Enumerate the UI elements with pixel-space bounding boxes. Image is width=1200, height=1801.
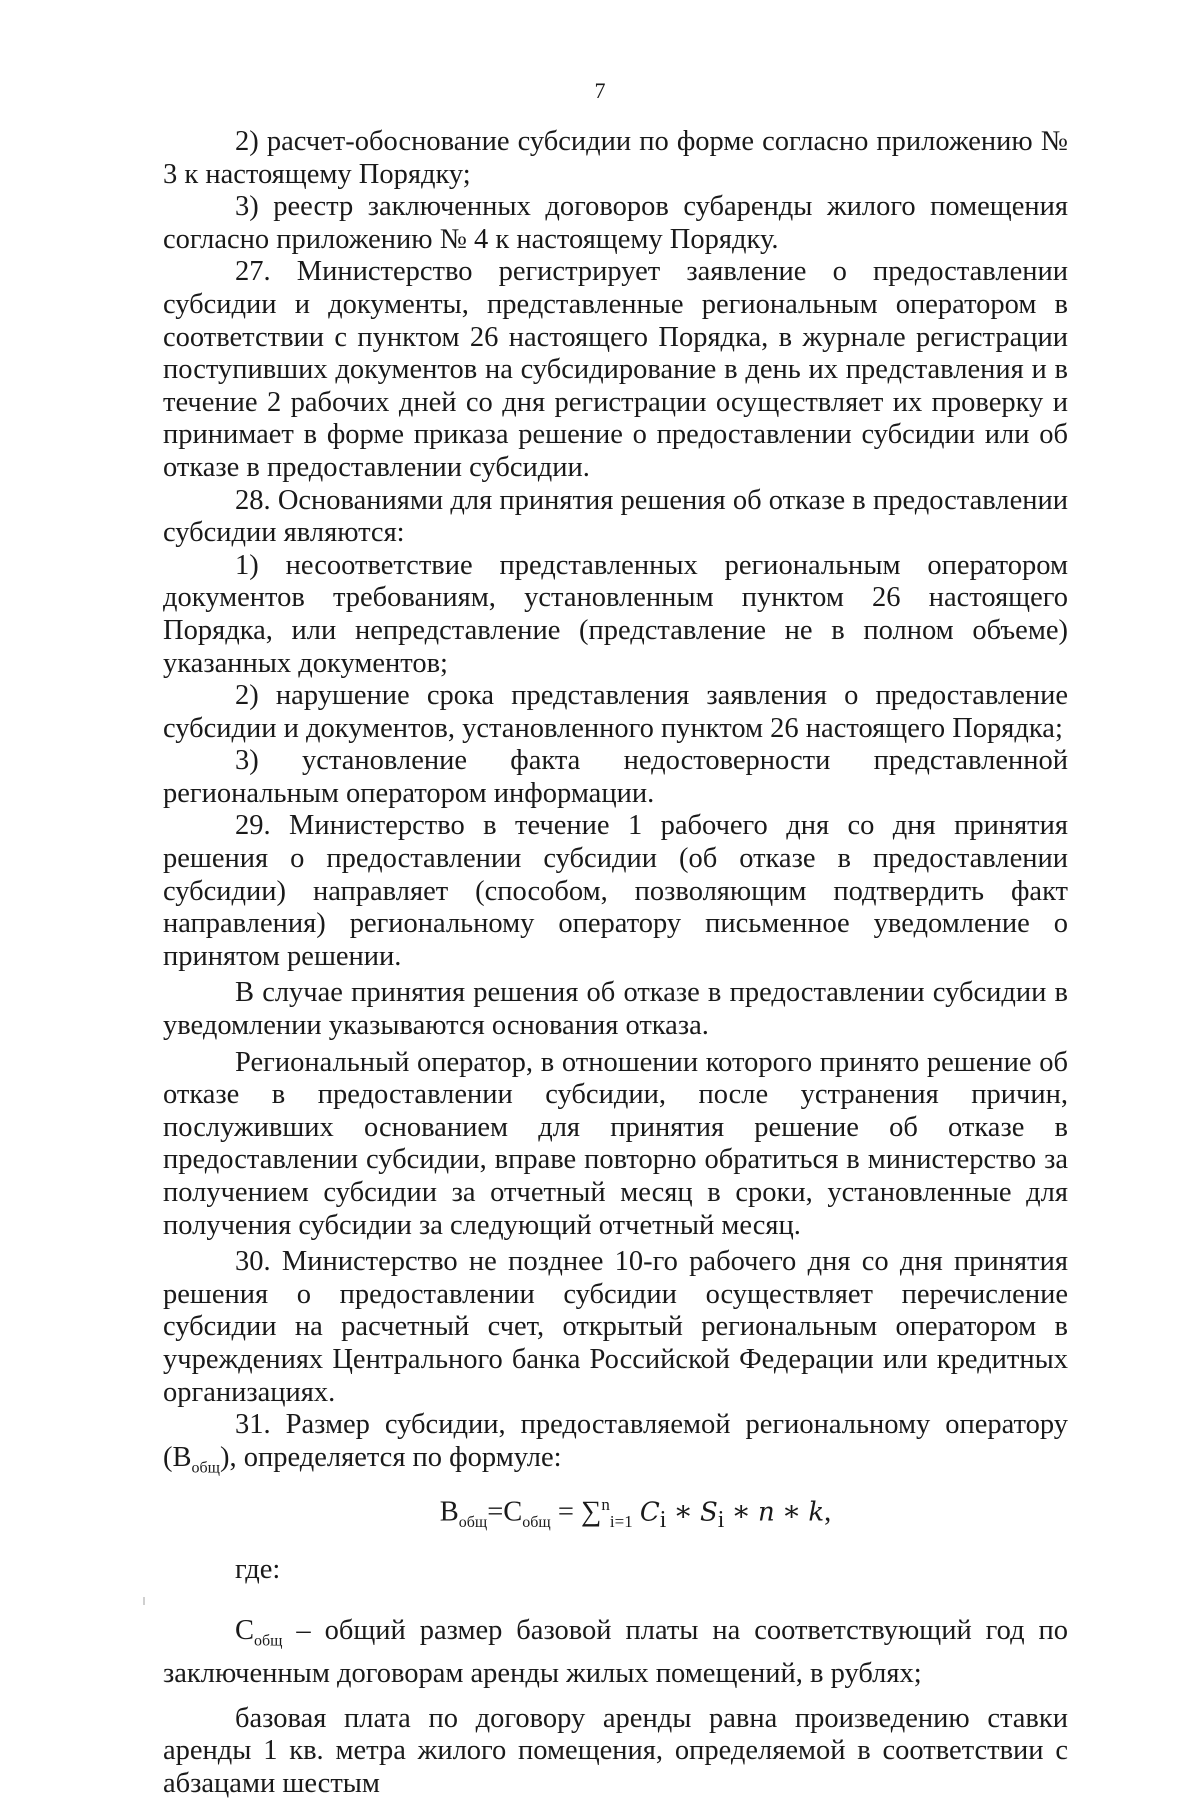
formula-c: С [503,1496,523,1528]
formula-multiply-2: ∗ [724,1496,759,1528]
sum-upper-limit: n [601,1495,610,1515]
formula-sum [581,1489,633,1539]
paragraph-29-resubmission: Региональный оператор, в отношении которого принято решение об отказе в предоставлении субсидии, после устранения причин, послуживших основанием для принятия решение об отказе в предоставлении субсидии, вправе повторно обратиться в министерство за получением субсидии за отчетный месяц в сроки, установленные для получения субсидии за следующий отчетный месяц. [163,1046,1068,1241]
sum-symbol: ∑ [581,1496,602,1528]
paragraph-28-item-3: 3) установление факта недостоверности представленной региональным оператором информации. [163,745,1068,809]
where-label: где: [235,1553,281,1585]
formula-ci: C [639,1497,660,1528]
formula-n: n [758,1497,775,1528]
formula-si: S [699,1497,718,1528]
paragraph-31-text: 31. Размер субсидии, предоставляемой региональному оператору (В [163,1409,1068,1473]
cobsh-text: – общий размер базовой платы на соответствующий год по заключенным договорам аренды жилых помещений, в рублях; [163,1614,1068,1690]
formula-si-subscript: i [717,1507,725,1534]
formula-multiply-1: ∗ [666,1496,700,1528]
paragraph-26-item-2: 2) расчет-обоснование субсидии по форме согласно приложению № 3 к настоящему Порядку; [163,126,1068,190]
paragraph-29-refusal: В случае принятия решения об отказе в предоставлении субсидии в уведомлении указываются основания отказа. [163,977,1068,1042]
formula-multiply-3: ∗ [774,1496,809,1528]
paragraph-29: 29. Министерство в течение 1 рабочего дня со дня принятия решения о предоставлении субсидии (об отказе в предоставлении субсидии) направляет (способом, позволяющим подтвердить факт направления) региональному оператору письменное уведомление о принятом решении. [163,810,1068,972]
paragraph-31-tail: ), определяется по формуле: [219,1441,562,1473]
formula-b: В [439,1496,459,1528]
cobsh-subscript: общ [254,1632,283,1650]
subsidy-formula [163,1489,1068,1540]
formula-k: k [808,1497,825,1528]
paragraph-26-item-3: 3) реестр заключенных договоров субаренды жилого помещения согласно приложению № 4 к настоящему Порядку. [163,191,1068,255]
formula-c-subscript: общ [522,1514,551,1532]
formula-b-subscript: общ [458,1514,488,1532]
paragraph-31-subscript: общ [191,1459,220,1477]
cobsh-symbol: С [235,1614,255,1646]
paragraph-28: 28. Основаниями для принятия решения об отказе в предоставлении субсидии являются: [163,484,1068,549]
cobsh-definition [163,1615,1068,1691]
page-number: 7 [594,78,606,103]
paragraph-31 [163,1409,1068,1485]
paragraph-30: 30. Министерство не позднее 10-го рабочего дня со дня принятия решения о предоставлении субсидии осуществляет перечисление субсидии на расчетный счет, открытый региональным оператором в учреждениях Центрального банка Российской Федерации или кредитных организациях. [163,1246,1068,1408]
formula-equals-2: = [550,1496,582,1528]
scan-artifact [143,1597,145,1605]
formula-ci-subscript: i [659,1507,667,1534]
document-body [163,126,1068,1801]
formula-comma: , [824,1496,832,1528]
paragraph-28-item-1: 1) несоответствие представленных региональным оператором документов требованиям, установленным пунктом 26 настоящего Порядка, или непредставление (представление не в полном объеме) указанных документов; [163,549,1068,679]
formula-equals-1: = [487,1496,504,1528]
paragraph-27: 27. Министерство регистрирует заявление о предоставлении субсидии и документы, представленные региональным оператором в соответствии с пунктом 26 настоящего Порядка, в журнале регистрации поступивших документов на субсидирование в день их представления и в течение 2 рабочих дней со дня регистрации осуществляет их проверку и принимает в форме приказа решение о предоставлении субсидии или об отказе в предоставлении субсидии. [163,256,1068,483]
paragraph-28-item-2: 2) нарушение срока представления заявления о предоставление субсидии и документов, установленного пунктом 26 настоящего Порядка; [163,680,1068,744]
base-fee-paragraph: базовая плата по договору аренды равна произведению ставки аренды 1 кв. метра жилого помещения, определяемой в соответствии с абзацами шестым [163,1702,1068,1799]
sum-lower-limit: i=1 [609,1512,633,1532]
